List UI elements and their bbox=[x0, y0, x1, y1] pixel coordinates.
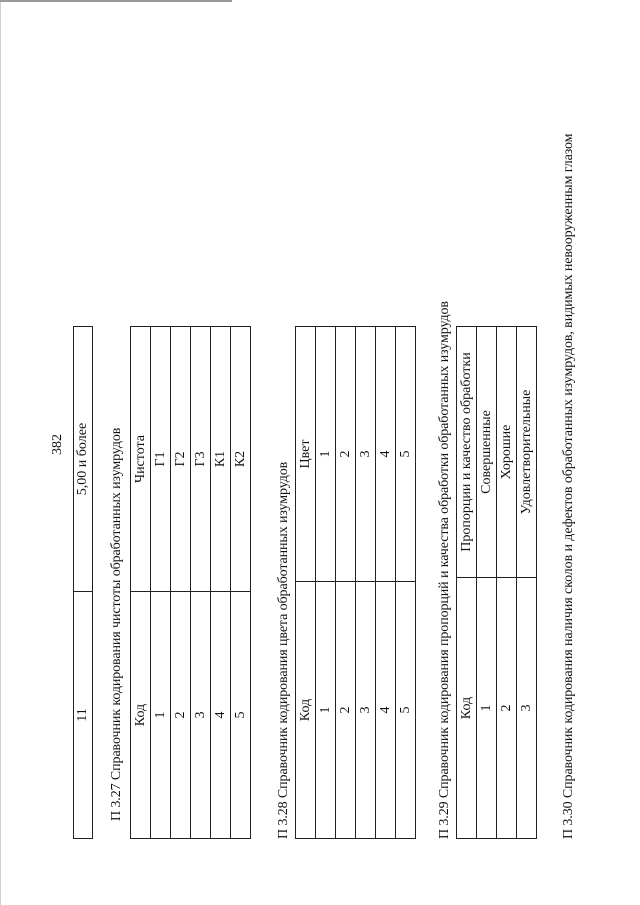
table-3-28 bbox=[295, 326, 416, 839]
table-row bbox=[497, 327, 517, 839]
cell-value: 1 bbox=[316, 327, 336, 582]
table-row bbox=[191, 327, 211, 839]
cell-code: 3 bbox=[517, 578, 537, 839]
table-header-row bbox=[296, 327, 316, 839]
header-code: Код bbox=[131, 592, 151, 839]
table-header-row bbox=[457, 327, 477, 839]
cell-code: 3 bbox=[191, 592, 211, 839]
cell-value: 2 bbox=[336, 327, 356, 582]
cell-value: Г1 bbox=[151, 327, 171, 592]
cell-code: 3 bbox=[356, 582, 376, 839]
table-3-29 bbox=[456, 326, 537, 839]
cell-code: 5 bbox=[231, 592, 251, 839]
cell-value: Г3 bbox=[191, 327, 211, 592]
cell-value: Удовлетворительные bbox=[517, 327, 537, 578]
table-row bbox=[171, 327, 191, 839]
cell-code: 1 bbox=[477, 578, 497, 839]
table-row bbox=[316, 327, 336, 839]
cell-code: 4 bbox=[211, 592, 231, 839]
table-row bbox=[211, 327, 231, 839]
header-code: Код bbox=[457, 578, 477, 839]
table-row bbox=[74, 327, 93, 839]
table-header-row bbox=[131, 327, 151, 839]
cell-code: 4 bbox=[376, 582, 396, 839]
cell-value: Совершенные bbox=[477, 327, 497, 578]
cell-value: К1 bbox=[211, 327, 231, 592]
cell-value: 4 bbox=[376, 327, 396, 582]
carry-over-table bbox=[73, 326, 93, 839]
cell-code: 2 bbox=[336, 582, 356, 839]
caption-3-28: П 3.28 Справочник кодирования цвета обработанных изумрудов bbox=[276, 461, 291, 839]
cell-value: 5 bbox=[396, 327, 416, 582]
cell-value: 3 bbox=[356, 327, 376, 582]
table-row bbox=[231, 327, 251, 839]
table-row bbox=[356, 327, 376, 839]
header-proportions: Пропорции и качество обработки bbox=[457, 327, 477, 578]
cell-code: 1 bbox=[316, 582, 336, 839]
table-row bbox=[151, 327, 171, 839]
cell-value: К2 bbox=[231, 327, 251, 592]
cell-code: 1 bbox=[151, 592, 171, 839]
table-3-27 bbox=[130, 326, 251, 839]
caption-3-30: П 3.30 Справочник кодирования наличия сколов и дефектов обработанных изумрудов, видимых невооруженным глазом bbox=[561, 133, 576, 839]
cell-value: Хорошие bbox=[497, 327, 517, 578]
header-code: Код bbox=[296, 582, 316, 839]
cell-code: 2 bbox=[497, 578, 517, 839]
cell-code: 5 bbox=[396, 582, 416, 839]
table-row bbox=[517, 327, 537, 839]
header-purity: Чистота bbox=[131, 327, 151, 592]
cell-value: 5,00 и более bbox=[74, 327, 93, 592]
cell-value: Г2 bbox=[171, 327, 191, 592]
table-row bbox=[376, 327, 396, 839]
page-number: 382 bbox=[50, 434, 65, 455]
table-row bbox=[396, 327, 416, 839]
caption-3-29: П 3.29 Справочник кодирования пропорций и качества обработки обработанных изумрудов bbox=[437, 301, 452, 839]
table-row bbox=[336, 327, 356, 839]
table-row bbox=[477, 327, 497, 839]
cell-code: 2 bbox=[171, 592, 191, 839]
caption-3-27: П 3.27 Справочник кодирования чистоты обработанных изумрудов bbox=[109, 427, 124, 821]
header-color: Цвет bbox=[296, 327, 316, 582]
cell-code: 11 bbox=[74, 592, 93, 839]
